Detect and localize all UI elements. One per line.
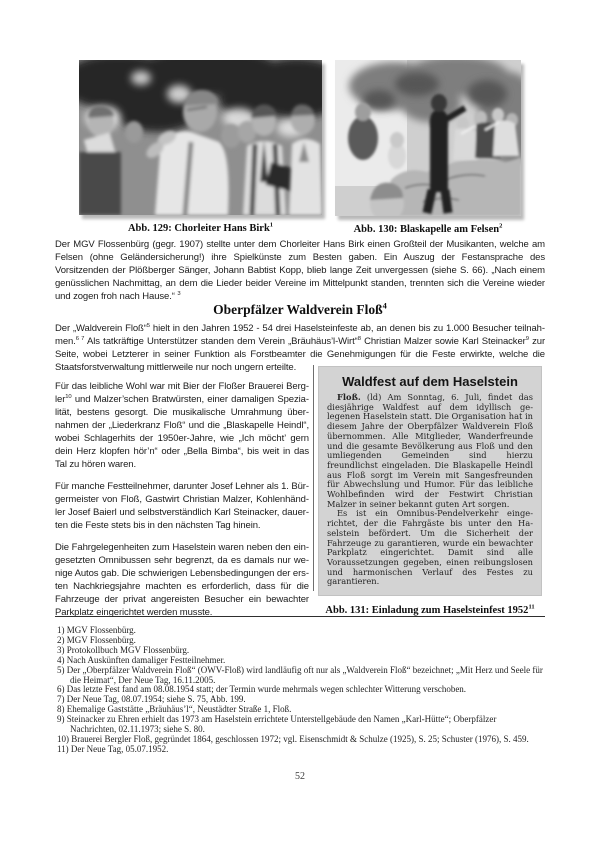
footnote-11 [57, 745, 543, 755]
footnotes-block [57, 626, 543, 755]
footnote-5-text: Der „Oberpfälzer Waldverein Floß“ (OWV-Floß) wird landläufig oft nur als „Waldverein Floß“ bezeichnet; „Mit Herz und Seele für die Heimat“, Der Neue Tag, 16.11.2005. [66, 664, 543, 685]
footnote-6-number: 6) [57, 684, 65, 695]
left-text-column [55, 380, 309, 619]
footnote-1-text: MGV Flossenbürg. [66, 625, 136, 635]
figure-129-caption [79, 223, 322, 234]
footnote-8-number: 8) [57, 704, 65, 715]
paragraph-waldverein-intro: Der „Waldverein Floß“$^5$ hielt in den Jahren 1952 - 54 drei Haselsteinfeste ab, an denen bis zu 1.000 Besucher teilnahmen.$^{6 7}$ Als tatkräftige Unterstützer standen dem Verein „Bräuhäus’l-Wirt“$^8$ Christian Malzer sowie Karl Steinacker$^9$ zur Seite, wobei Letzterer in seiner Funktion als Forstbeamter die Genehmigungen für die Feste erwirkte, welche die Staatsforstverwaltung mittlerweile nur noch ungern erteilte. [55, 322, 546, 373]
footnote-10-number: 10) [57, 733, 69, 744]
paragraph-festteilnehmer: Für manche Festteilnehmer, darunter Josef Lehner als 1. Bürgermeister von Floß, Gastwirt Christian Malzer, Kohlenhändler Josef Baierl und selbstverständlich Karl Steinacker, dauerten die Feste stets bis in den nächsten Tag hinein. [55, 481, 309, 531]
footnote-7-number: 7) [57, 694, 65, 705]
footnote-11-number: 11) [57, 743, 69, 754]
photo-129-image [79, 60, 322, 215]
section-heading-text: Oberpfälzer Waldverein Floß [213, 302, 383, 317]
figure-130-caption-text: Abb. 130: Blaskapelle am Felsen [353, 224, 500, 235]
footnote-9 [57, 715, 543, 735]
footnote-1-number: 1) [57, 625, 65, 635]
clipping-headline: Waldfest auf dem Haselstein [342, 374, 518, 389]
clipping-paragraph-2: Es ist ein Omnibus-Pendelverkehr eingerichtet, der die Fahrgäste bis unter den Haselstein befördert. Um die Sicherheit der Fahrzeuge zu garantieren, wurde ein bewachter Parkplatz eingerichtet. Damit sind alle Voraussetzungen gegeben, einen reibungslosen und harmonischen Verlauf des Festes zu garantieren. [327, 508, 533, 587]
footnote-3-number: 3) [57, 644, 65, 655]
footnote-4-number: 4) [57, 654, 65, 665]
footnote-2-text: MGV Flossenbürg. [66, 634, 136, 645]
footnote-4-text: Nach Auskünften damaliger Festteilnehmer. [66, 654, 226, 665]
footnote-6-text: Das letzte Fest fand am 08.08.1954 statt; der Termin wurde mehrmals wegen schlechter Witterung verschoben. [66, 684, 467, 695]
figure-130-footnote-ref: 2 [499, 222, 503, 230]
figure-129-footnote-ref: 1 [269, 221, 274, 229]
figures-row [55, 60, 545, 235]
footnote-separator-rule [55, 616, 545, 617]
figure-131-footnote-ref: 11 [528, 603, 535, 611]
figure-129 [79, 60, 322, 234]
footnote-2-number: 2) [57, 634, 65, 645]
figure-130-caption [335, 224, 521, 235]
photo-blaskapelle-am-felsen [335, 60, 521, 216]
paragraph-fahrgelegenheiten: Die Fahrgelegenheiten zum Haselstein waren neben den eingesetzten Omnibussen sehr begrenzt, da es damals nur wenige Autos gab. Die schwierigen Lebensbedingungen der ersten Nachkriegsjahre machten es erforderlich, dass für die Fahrzeuge der privat angereisten Besucher ein bewachter Parkplatz eingerichtet werden musste. [55, 542, 309, 618]
footnote-3-text: Protokollbuch MGV Flossenbürg. [66, 644, 190, 655]
photo-130-image [335, 60, 521, 216]
section-heading-footnote-ref: 4 [382, 301, 387, 311]
footnote-8-text: Ehemalige Gaststätte „Bräuhäus’l“, Neustädter Straße 1, Floß. [66, 704, 292, 715]
photo-chorleiter-hans-birk [79, 60, 322, 215]
figure-131-caption-text: Abb. 131: Einladung zum Haselsteinfest 1952 [325, 605, 529, 617]
newspaper-clipping [318, 366, 542, 596]
figure-129-caption-text: Abb. 129: Chorleiter Hans Birk [127, 223, 270, 234]
page-number: 52 [295, 771, 305, 782]
footnote-9-number: 9) [57, 714, 65, 725]
right-column [318, 366, 542, 616]
section-heading-waldverein-floss [55, 302, 545, 318]
footnote-9-text: Steinacker zu Ehren erhielt das 1973 am Haselstein errichtete Unterstellgebäude den Namen „Karl-Hütte“; Oberpfälzer Nachrichten, 02.11.1973; siehe S. 80. [66, 714, 497, 735]
clipping-paragraph-1: Floß. (ld) Am Sonntag, 6. Juli, findet das diesjährige Waldfest auf dem idyllisch gelegenen Haselstein statt. Die Organisation hat in diesem Jahre der Oberpfälzer Waldverein Floß übernommen. Alle Mitglieder, Wanderfreunde und die gesamte Bevölkerung aus Floß und den umliegenden Gemeinden sind hierzu freundlichst eingeladen. Die Blaskapelle Heindl aus Floß sorgt im Verein mit Sangesfreunden für Abwechslung und Humor. Für das leibliche Wohlbefinden wird der Festwirt Christian Malzer in seiner bekannt guten Art sorgen. [327, 392, 533, 509]
footnote-5 [57, 666, 543, 686]
paragraph-leibliches-wohl: Für das leibliche Wohl war mit Bier der Floßer Brauerei Bergler$^{10}$ und Malzer’schen Bratwürsten, einer damaligen Spezialität, bestens gesorgt. Die musikalische Umrahmung übernahmen der „Liederkranz Floß“ und die „Blaskapelle Heindl“, wobei Schlagerhits der 1950er-Jahre, wie „Ich möcht’ gern dein Herz klopfen hör’n“ oder „Bella Bimba“, bis weit in das Tal zu hören waren. [55, 381, 309, 470]
footnote-10-text: Brauerei Bergler Floß, gegründet 1864, geschlossen 1972; vgl. Eisenschmidt & Schulze (1925), S. 25; Schuster (1976), S. 459. [71, 733, 529, 744]
footnote-5-number: 5) [57, 664, 65, 675]
paragraph-mgv-flossenbuerg: Der MGV Flossenbürg (gegr. 1907) stellte unter dem Chorleiter Hans Birk einen Großteil der Musikanten, welche am Felsen (ohne Geländersicherung!) ihre Spielkünste zum Besten gaben. Ein Auszug der Festansprache des Vorsitzenden der Plößberger Sänger, Johann Babtist Kopp, blieb lange Zeit unvergessen (siehe S. 66). „Nach einem genüsslichen Nachmittag, an dem die Lieder beider Vereine im Mittelpunkt standen, trennten sich die Vereine wieder und zogen froh nach Hause.“ $^3$ [55, 239, 545, 302]
figure-131-caption [318, 605, 542, 616]
figure-130 [335, 60, 521, 235]
footnote-11-text: Der Neue Tag, 05.07.1952. [70, 743, 169, 754]
footnote-7-text: Der Neue Tag, 08.07.1954; siehe S. 75, Abb. 199. [66, 694, 246, 705]
